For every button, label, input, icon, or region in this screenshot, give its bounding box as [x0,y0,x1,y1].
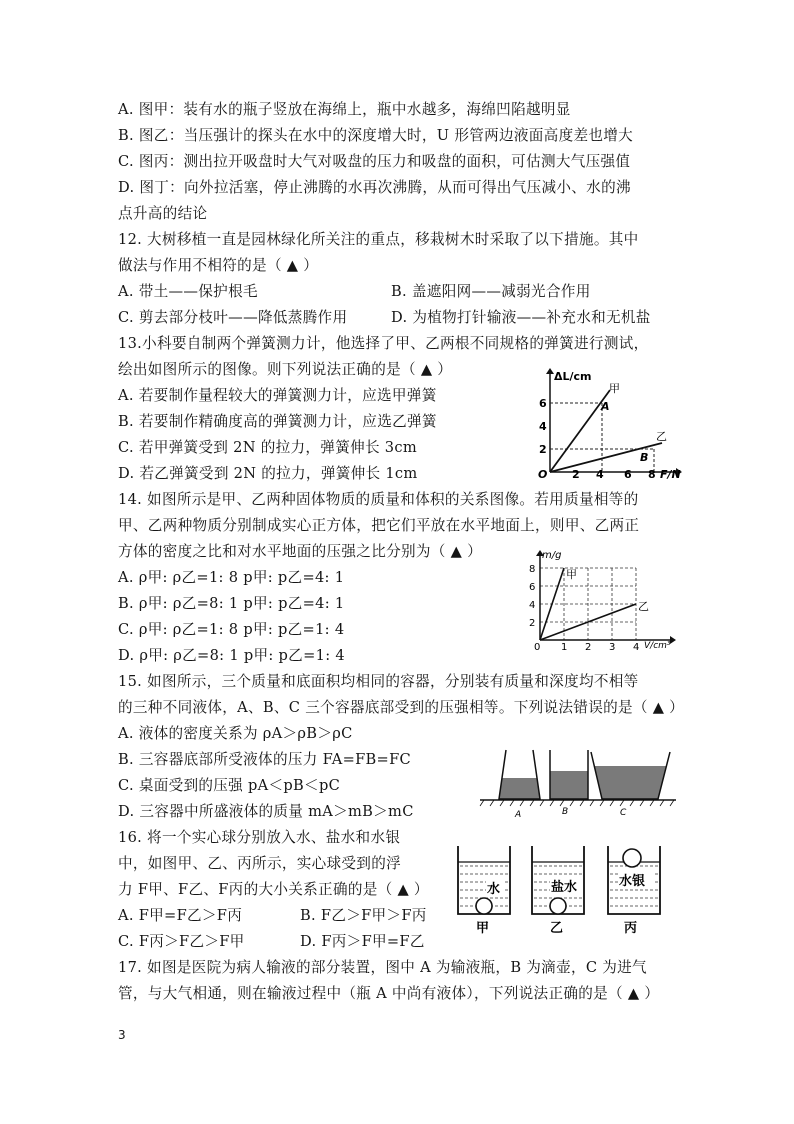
beaker-yi [532,846,584,936]
container-a-label: A [515,810,522,820]
q16-beakers-figure [452,840,682,940]
beaker-jia [458,846,510,936]
q13-x-label: F/N [660,468,681,481]
ball-jia [476,898,492,914]
q13-stem-cont: 绘出如图所示的图像。则下列说法正确的是（ ▲ ） [118,361,453,378]
q14-option-c: C. ρ甲: ρ乙=1: 8 p甲: p乙=1: 4 [118,621,345,638]
q14-x-tick: 2 [585,642,592,653]
q12-option-c: C. 剪去部分枝叶——降低蒸腾作用 [118,309,348,326]
q11-option-b: B. 图乙：当压强计的探头在水中的深度增大时，U 形管两边液面高度差也增大 [118,127,634,144]
q13-point-a: A [601,400,610,413]
q15-stem-cont: 的三种不同液体，A、B、C 三个容器底部受到的压强相等。下列说法错误的是（ ▲ ） [118,699,685,716]
container-a-liquid [499,778,540,799]
q15-option-a: A. 液体的密度关系为 ρA＞ρB＞ρC [118,725,353,742]
q13-y-tick: 4 [539,420,547,433]
q14-y-tick: 6 [529,582,536,593]
q14-stem-cont-2: 方体的密度之比和对水平地面的压强之比分别为（ ▲ ） [118,543,482,560]
q13-line-b-name: 乙 [656,430,667,443]
q14-y-tick: 2 [529,618,536,629]
q13-graph [530,370,680,480]
q11-option-d: D. 图丁：向外拉活塞，停止沸腾的水再次沸腾，从而可得出气压减小、水的沸 [118,179,631,196]
q15-stem: 15. 如图所示，三个质量和底面积均相同的容器，分别装有质量和深度均不相等 [118,673,639,690]
page-number: 3 [118,1028,126,1042]
container-c-label: C [620,808,627,818]
beaker-bing [608,846,660,936]
q14-y-tick: 8 [529,564,536,575]
q15-option-d: D. 三容器中所盛液体的质量 mA＞mB＞mC [118,803,414,820]
q13-x-tick: 4 [596,468,604,481]
q16-option-a: A. F甲=F乙＞F丙 [118,907,243,924]
container-b-liquid [550,771,588,799]
q17-stem-cont: 管，与大气相通，则在输液过程中（瓶 A 中尚有液体），下列说法正确的是（ ▲ ） [118,985,660,1002]
q12-option-d: D. 为植物打针输液——补充水和无机盐 [391,309,651,326]
beaker-jia-liquid: 水 [487,882,501,897]
q13-y-tick: 6 [539,397,547,410]
beaker-yi-liquid: 盐水 [551,880,578,895]
q14-y-label: m/g [542,550,562,561]
q16-stem-cont: 中，如图甲、乙、丙所示，实心球受到的浮 [118,855,401,872]
q16-option-d: D. F丙＞F甲=F乙 [300,933,425,950]
container-c-liquid [594,766,666,799]
q13-option-d: D. 若乙弹簧受到 2N 的拉力，弹簧伸长 1cm [118,465,418,482]
q12-stem: 12. 大树移植一直是园林绿化所关注的重点，移栽树木时采取了以下措施。其中 [118,231,639,248]
q16-stem: 16. 将一个实心球分别放入水、盐水和水银 [118,829,401,846]
q14-line-a-name: 甲 [566,568,577,581]
q13-stem: 13.小科要自制两个弹簧测力计，他选择了甲、乙两根不同规格的弹簧进行测试， [118,335,649,352]
q13-option-b: B. 若要制作精确度高的弹簧测力计，应选乙弹簧 [118,413,437,430]
beaker-yi-caption: 乙 [550,921,564,936]
q16-option-c: C. F丙＞F乙＞F甲 [118,933,245,950]
ball-bing [623,849,641,867]
q13-y-label: ΔL/cm [554,370,592,383]
q13-y-tick: 2 [539,443,547,456]
q12-option-b: B. 盖遮阳网——减弱光合作用 [391,283,591,300]
q17-stem: 17. 如图是医院为病人输液的部分装置，图中 A 为输液瓶，B 为滴壶，C 为进气 [118,959,647,976]
q11-option-a: A. 图甲：装有水的瓶子竖放在海绵上，瓶中水越多，海绵凹陷越明显 [118,101,571,118]
q14-graph [520,550,680,653]
q13-option-a: A. 若要制作量程较大的弹簧测力计，应选甲弹簧 [118,387,437,404]
q11-option-c: C. 图丙：测出拉开吸盘时大气对吸盘的压力和吸盘的面积，可估测大气压强值 [118,153,631,170]
q14-origin: 0 [534,642,541,653]
q14-stem: 14. 如图所示是甲、乙两种固体物质的质量和体积的关系图像。若用质量相等的 [118,491,639,508]
q14-x-tick: 3 [609,642,616,653]
q14-option-a: A. ρ甲: ρ乙=1: 8 p甲: p乙=4: 1 [118,569,345,586]
q13-point-b: B [640,451,649,464]
q11-option-d-cont: 点升高的结论 [118,205,208,222]
q14-option-b: B. ρ甲: ρ乙=8: 1 p甲: p乙=4: 1 [118,595,345,612]
q14-line-b-name: 乙 [638,600,649,613]
q14-x-label: V/cm³ [644,641,671,651]
q14-y-tick: 4 [529,600,536,611]
q14-stem-cont: 甲、乙两种物质分别制成实心正方体，把它们平放在水平地面上，则甲、乙两正 [118,517,640,534]
q13-x-tick: 2 [572,468,580,481]
q13-x-tick: 8 [648,468,656,481]
beaker-bing-caption: 丙 [624,921,638,936]
beaker-bing-liquid: 水银 [619,874,646,889]
q14-x-tick: 4 [633,642,640,653]
q15-containers-figure [478,742,678,822]
q16-option-b: B. F乙＞F甲＞F丙 [300,907,427,924]
q15-option-b: B. 三容器底部所受液体的压力 FA=FB=FC [118,751,411,768]
q15-option-c: C. 桌面受到的压强 pA＜pB＜pC [118,777,341,794]
q13-line-a-name: 甲 [609,382,620,395]
ball-yi [550,898,566,914]
q14-option-d: D. ρ甲: ρ乙=8: 1 p甲: p乙=1: 4 [118,647,345,664]
q13-origin: O [538,468,548,481]
container-b-label: B [562,807,569,817]
q12-stem-cont: 做法与作用不相符的是（ ▲ ） [118,257,319,274]
q16-stem-cont-2: 力 F甲、F乙、F丙的大小关系正确的是（ ▲ ） [118,881,429,898]
q13-option-c: C. 若甲弹簧受到 2N 的拉力，弹簧伸长 3cm [118,439,418,456]
q14-x-tick: 1 [561,642,568,653]
q13-x-tick: 6 [624,468,632,481]
beaker-jia-caption: 甲 [476,921,490,936]
q12-option-a: A. 带土——保护根毛 [118,283,258,300]
